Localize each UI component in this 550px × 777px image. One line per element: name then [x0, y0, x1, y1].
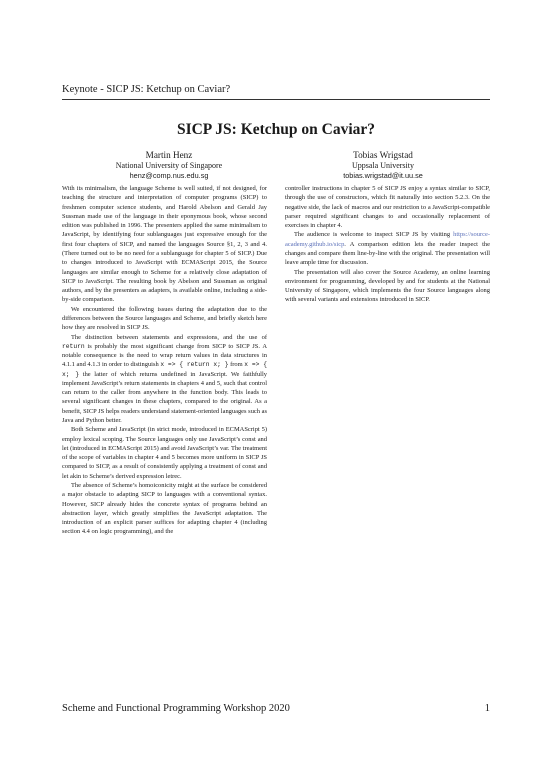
- author-email: tobias.wrigstad@it.uu.se: [343, 171, 423, 181]
- sicp-link[interactable]: https://source-academy.github.io/sicp: [285, 231, 490, 248]
- paragraph: With its minimalism, the language Scheme is well suited, if not designed, for teaching the structure and interpretation of computer programs (SICP) to freshmen computer science students, and Harold Abelson and Gerald Jay Sussman made use of the language in their eponymous book, whose second edition was published in 1996. The presenters applied the same minimalism to JavaScript, by identifying four sublanguages just expressive enough for the first four chapters of SICP, and named the languages Source §1, 2, 3 and 4. (There turned out to be no need for a sublanguage for chapter 5 of SICP.) Due to changes introduced to JavaScript with ECMAScript 2015, the Source languages are similar enough to Scheme for a relatively close adaptation of SICP to JavaScript. The resulting book by Abelson and Sussman as original authors, and by the presenters as adapters, is available online, including a side-by-side comparison.: [62, 185, 267, 304]
- author-block-2: [276, 150, 490, 182]
- author-email: henz@comp.nus.edu.sg: [129, 171, 209, 181]
- text-run: from: [228, 361, 245, 369]
- inline-code: return: [62, 342, 85, 350]
- paragraph: Both Scheme and JavaScript (in strict mode, introduced in ECMAScript 5) employ lexical scoping. The Source languages only use JavaScript’s const and let (introduced in ECMAScript 2015) and avoid JavaScript’s var. The treatment of the scope of variables in chapter 4 and 5 becomes more uniform in SICP JS compared to SICP, as a result of consistently applying a treatment of const and let akin to Scheme’s derived expression letrec.: [62, 426, 267, 480]
- author-name: Martin Henz: [145, 150, 193, 160]
- paragraph: The presentation will also cover the Source Academy, an online learning environment for programming, developed by and for students at the National University of Singapore, which implements the four Source languages along with several variants and extensions introduced in SICP.: [285, 268, 490, 304]
- right-column: [285, 184, 490, 305]
- paragraph: controller instructions in chapter 5 of SICP JS enjoy a syntax similar to SICP, through the use of constructors, which fit naturally into section 5.2.3. On the negative side, the lack of macros and our restriction to a JavaScript-compatible parser required significant changes to and occasionally replacement of exercises in chapter 4.: [285, 185, 490, 230]
- running-head: Keynote - SICP JS: Ketchup on Caviar?: [62, 84, 231, 95]
- inline-code: x => { return x; }: [160, 361, 229, 369]
- paragraph: [285, 230, 490, 267]
- paragraph: We encountered the following issues during the adaptation due to the differences between the Source languages and Scheme, and briefly sketch here how they are resolved in SICP JS.: [62, 305, 267, 332]
- paper-title: SICP JS: Ketchup on Caviar?: [176, 121, 376, 138]
- author-block-1: [62, 150, 276, 182]
- author-affiliation: National University of Singapore: [115, 161, 223, 170]
- text-run: The distinction between statements and expressions, and the use of: [71, 333, 267, 341]
- footer-venue: Scheme and Functional Programming Workshop 2020: [62, 703, 290, 714]
- text-run: . A comparison edition lets the reader inspect the changes and compare them line-by-line with the original. The presentation will leave ample time for discussion.: [285, 240, 490, 267]
- header-rule: [62, 99, 490, 100]
- author-name: Tobias Wrigstad: [353, 150, 413, 160]
- left-column: [62, 184, 267, 537]
- paragraph: The absence of Scheme’s homoiconicity might at the surface be considered a major obstacle to adapting SICP to languages with a conventional syntax. However, SICP already hides the concrete syntax of programs behind an abstraction layer, which greatly simplifies the JavaScript adaptation. The introduction of an explicit parser suffices for adapting chapter 4 (including section 4.4 on logic programming), and the: [62, 482, 267, 536]
- paragraph: [62, 333, 267, 426]
- text-run: is probably the most significant change from SICP to SICP JS. A notable consequence is the need to wrap return values in data structures in 4.1.1 and 4.1.3 in order to distinguish: [62, 342, 267, 369]
- inline-code: x => { x; }: [62, 361, 267, 378]
- text-run: The audience is welcome to inspect SICP JS by visiting: [294, 231, 454, 239]
- author-affiliation: Uppsala University: [352, 161, 414, 170]
- page-number: 1: [484, 703, 490, 714]
- page-footer: [62, 702, 490, 715]
- text-run: the latter of which returns undefined in JavaScript. We faithfully implement JavaScript’s return statements in chapters 4 and 5, such that control can return to the caller from anywhere in the function body. This leads to several significant changes in these chapters, compared to the original. As a benefit, SICP JS helps readers understand statement-oriented languages such as Java and Python better.: [62, 370, 267, 425]
